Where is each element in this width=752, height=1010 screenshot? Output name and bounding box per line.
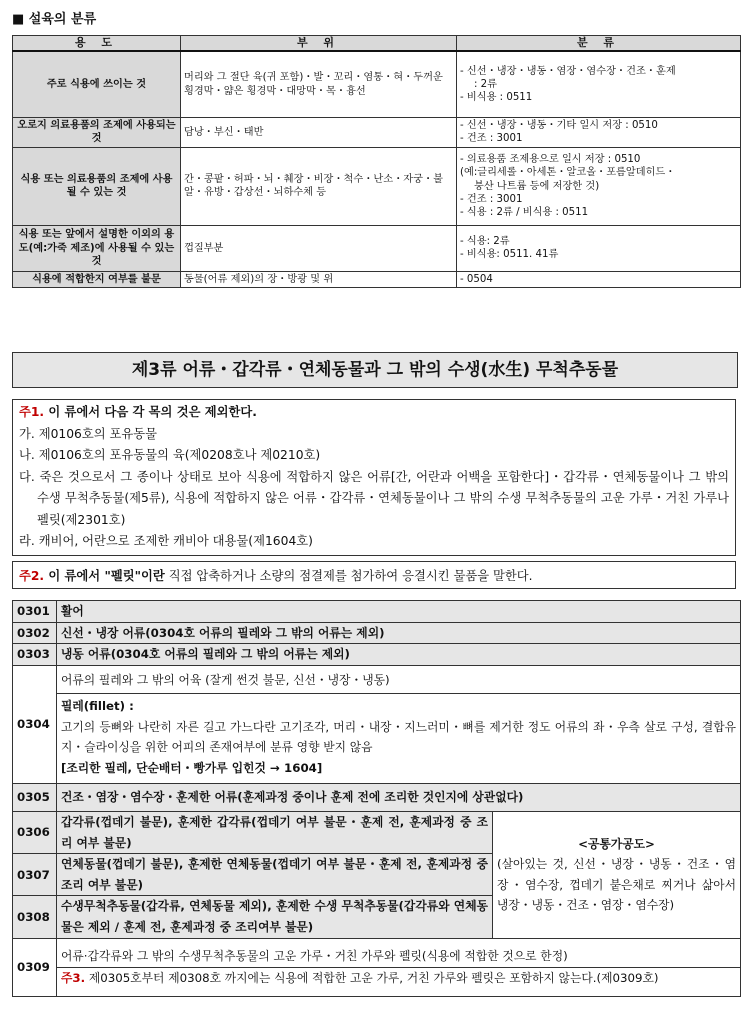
note-1-item: 가. 제0106호의 포유동물 — [19, 426, 158, 441]
heading-code: 0302 — [13, 622, 57, 644]
heading-text: 어류·갑각류와 그 밖의 수생무척추동물의 고운 가루・거친 가루와 펠릿(식용에 적합한 것으로 한정) — [57, 946, 740, 968]
cls-line: : 2류 — [474, 78, 497, 90]
heading-text: 활어 — [57, 601, 741, 623]
common-processing-text: (살아있는 것, 신선・냉장・냉동・건조・염장・염수장, 껍데기 붙은채로 찌거나 삶아서 냉장・냉동・건조・염장・염수장) — [497, 857, 737, 913]
cls-line: - 식용 : 2류 / 비식용 : 0511 — [460, 207, 589, 219]
offal-classification-table — [12, 35, 741, 288]
row-part: 간・콩팥・허파・뇌・췌장・비장・척수・난소・자궁・불알・유방・갑상선・뇌하수체 등 — [181, 147, 457, 225]
heading-text: 연체동물(껍데기 불문), 훈제한 연체동물(껍데기 여부 불문・훈제 전, 훈제과정 중 조리 여부 불문) — [57, 854, 493, 896]
heading-code: 0305 — [13, 783, 57, 811]
row-part: 껍질부분 — [181, 225, 457, 271]
heading-text: 갑각류(껍데기 불문), 훈제한 갑각류(껍데기 여부 불문・훈제 전, 훈제과정 중 조리 여부 불문) — [57, 811, 493, 853]
heading-0304-content — [57, 665, 741, 783]
note-3-label: 주3. — [61, 970, 86, 985]
header-part: 부 위 — [181, 36, 457, 52]
heading-table — [12, 600, 741, 997]
note-3-text: 제0305호부터 제0308호 까지에는 식용에 적합한 고운 가루, 거친 가루와 펠릿은 포함하지 않는다.(제0309호) — [85, 970, 659, 985]
row-use: 식용에 적합한지 여부를 불문 — [13, 271, 181, 287]
note-1-item: 라. 캐비어, 어란으로 조제한 캐비아 대용물(제1604호) — [19, 534, 313, 549]
note-1-item: 나. 제0106호의 포유동물의 육(제0208호나 제0210호) — [19, 448, 321, 463]
row-classification — [457, 225, 741, 271]
heading-code: 0307 — [13, 854, 57, 896]
heading-code: 0301 — [13, 601, 57, 623]
note-1-box — [12, 399, 736, 556]
row-classification — [457, 51, 741, 117]
row-use: 주로 식용에 쓰이는 것 — [13, 51, 181, 117]
cls-line: - 신선・냉장・냉동・기타 일시 저장 : 0510 — [460, 120, 658, 132]
table-header-row — [13, 36, 741, 52]
cls-line: - 의료용품 조제용으로 일시 저장 : 0510 — [460, 154, 641, 166]
table-row — [13, 51, 741, 117]
row-use: 식용 또는 앞에서 설명한 이외의 용도(예:가죽 제조)에 사용될 수 있는 것 — [13, 225, 181, 271]
heading-row-0301 — [13, 601, 741, 623]
heading-code: 0309 — [13, 938, 57, 996]
row-classification — [457, 271, 741, 287]
header-use: 용 도 — [13, 36, 181, 52]
heading-row-0305 — [13, 783, 741, 811]
heading-row-0309 — [13, 938, 741, 996]
heading-code: 0304 — [13, 665, 57, 783]
note-2-bold: 이 류에서 "펠릿"이란 — [44, 569, 165, 583]
common-processing-box — [493, 811, 741, 938]
row-part: 담낭・부신・태반 — [181, 117, 457, 147]
cls-line: - 비식용 : 0511 — [460, 92, 533, 104]
header-classification: 분 류 — [457, 36, 741, 52]
table-row — [13, 147, 741, 225]
fillet-note: [조리한 필레, 단순배터・빵가루 입힌것 → 1604] — [61, 760, 323, 775]
table-row — [13, 271, 741, 287]
heading-row-0304 — [13, 665, 741, 783]
cls-line: - 식용: 2류 — [460, 236, 510, 248]
note-2-text: 직접 압축하거나 소량의 점결제를 첨가하여 응결시킨 물품을 말한다. — [164, 569, 533, 583]
heading-text: 냉동 어류(0304호 어류의 필레와 그 밖의 어류는 제외) — [57, 644, 741, 666]
heading-text: 건조・염장・염수장・훈제한 어류(훈제과정 중이나 훈제 전에 조리한 것인지에 상관없다) — [57, 783, 741, 811]
cls-line: - 신선・냉장・냉동・염장・염수장・건조・훈제 — [460, 65, 676, 77]
heading-0309-content — [57, 938, 741, 996]
chapter-title: 제3류 어류・갑각류・연체동물과 그 밖의 수생(水生) 무척추동물 — [12, 352, 738, 388]
fillet-title: 필레(fillet) : — [61, 698, 134, 713]
note-1-heading — [19, 402, 729, 424]
note-1-title: 이 류에서 다음 각 목의 것은 제외한다. — [44, 405, 257, 419]
table-row — [13, 117, 741, 147]
note-2-label: 주2. — [19, 569, 45, 583]
fillet-description: 고기의 등뼈와 나란히 자른 길고 가느다란 고기조각, 머리・내장・지느러미・뼈를 제거한 정도 어류의 좌・우측 살로 구성, 결합유지・슬라이싱을 위한 어피의 존재여부에 분류 영향 받지 않음 — [61, 719, 737, 755]
cls-line: - 0504 — [460, 273, 493, 285]
row-classification — [457, 117, 741, 147]
note-1-label: 주1. — [19, 405, 45, 419]
table-row — [13, 225, 741, 271]
heading-row-0303 — [13, 644, 741, 666]
heading-row-0306 — [13, 811, 741, 853]
row-use: 오로지 의료용품의 조제에 사용되는 것 — [13, 117, 181, 147]
cls-line: 붕산 나트륨 등에 저장한 것) — [474, 180, 600, 192]
note-1-item: 다. 죽은 것으로서 그 종이나 상태로 보아 식용에 적합하지 않은 어류[간, 어란과 어백을 포함한다]・갑각류・연체동물이나 그 밖의 수생 무척추동물(제5류), 식용에 적합하지 않은 어류・갑각류・연체동물이나 그 밖의 수생 무척추동물의 고운 가루・거친 가루나 펠릿(제2301호) — [19, 469, 729, 527]
heading-text: 어류의 필레와 그 밖의 어육 (잘게 썬것 불문, 신선・냉장・냉동) — [57, 668, 740, 694]
heading-row-0302 — [13, 622, 741, 644]
cls-line: - 건조 : 3001 — [460, 193, 523, 205]
cls-line: - 건조 : 3001 — [460, 133, 523, 145]
fillet-definition — [57, 694, 740, 781]
cls-line: (예:글리세롤・아세톤・알코올・포름알데히드・ — [460, 167, 676, 179]
section-title: ■ 설육의 분류 — [12, 12, 97, 27]
cls-line: - 비식용: 0511. 41류 — [460, 249, 559, 261]
heading-code: 0306 — [13, 811, 57, 853]
row-use: 식용 또는 의료용품의 조제에 사용될 수 있는 것 — [13, 147, 181, 225]
heading-text: 수생무척추동물(갑각류, 연체동물 제외), 훈제한 수생 무척추동물(갑각류와 연체동물은 제외 / 훈제 전, 훈제과정 중 조리여부 불문) — [57, 896, 493, 938]
common-processing-title: <공통가공도> — [578, 836, 655, 851]
note-3 — [57, 968, 740, 989]
heading-code: 0303 — [13, 644, 57, 666]
row-part: 동물(어류 제외)의 장・방광 및 위 — [181, 271, 457, 287]
row-part: 머리와 그 절단 육(귀 포함)・발・꼬리・염통・혀・두꺼운 횡경막・얇은 횡경막・대망막・목・흉선 — [181, 51, 457, 117]
heading-text: 신선・냉장 어류(0304호 어류의 필레와 그 밖의 어류는 제외) — [57, 622, 741, 644]
row-classification — [457, 147, 741, 225]
heading-code: 0308 — [13, 896, 57, 938]
note-2-box — [12, 561, 736, 589]
